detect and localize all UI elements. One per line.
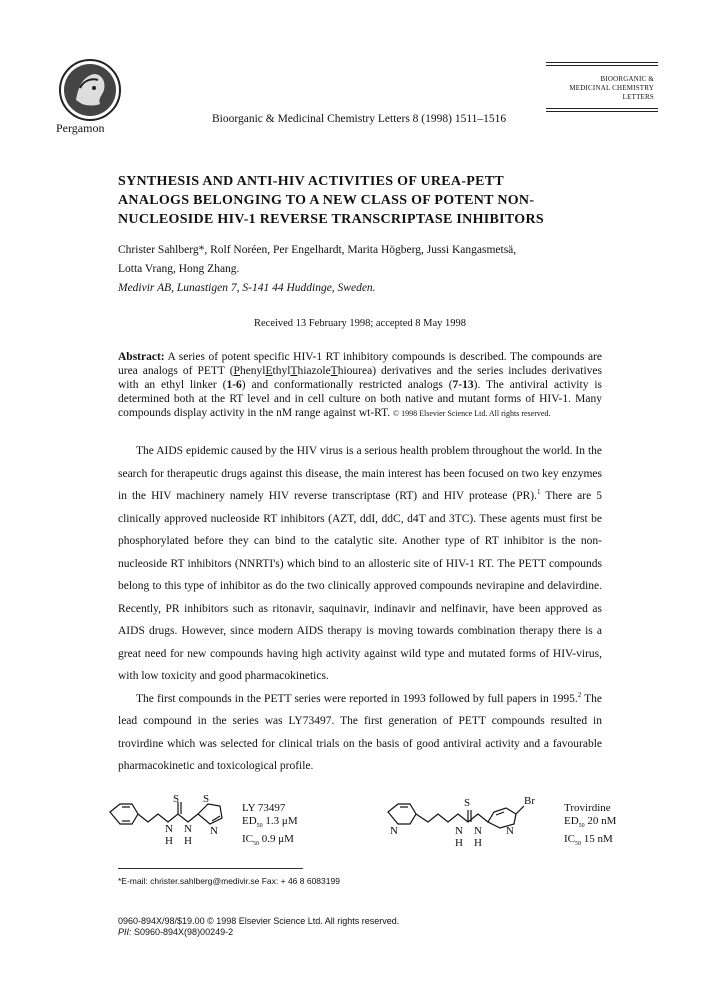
atom-label: N xyxy=(455,825,463,837)
compound-ly73497-data: LY 73497 $ED_{50}$ 1.3 μM $IC_{50}$ 0.9 μM xyxy=(242,802,298,848)
page-footer xyxy=(118,916,399,938)
pii-line: PII: S0960-894X(98)00249-2 xyxy=(118,927,234,937)
compound-name: Trovirdine xyxy=(564,802,611,814)
structures-figure xyxy=(100,790,660,850)
atom-label: H xyxy=(455,837,463,849)
atom-label: S xyxy=(203,793,210,805)
atom-label: N xyxy=(474,825,482,837)
atom-label: N xyxy=(210,825,218,837)
pergamon-logo-icon xyxy=(58,58,122,122)
atom-label: N xyxy=(390,825,398,837)
journal-name: BIOORGANIC & MEDICINAL CHEMISTRY LETTERS xyxy=(569,75,654,101)
atom-label: H xyxy=(165,835,173,847)
article-title: SYNTHESIS AND ANTI-HIV ACTIVITIES OF UREA-PETT ANALOGS BELONGING TO A NEW CLASS OF POTENT NON- NUCLEOSIDE HIV-1 REVERSE TRANSCRIPTASE INHIBITORS xyxy=(118,174,544,227)
atom-label: N xyxy=(506,825,514,837)
publisher-name: Pergamon xyxy=(56,121,105,135)
abstract: Abstract: A series of potent specific HIV-1 RT inhibitory compounds is described. The compounds are urea analogs of PETT (PhenylEthylThiazoleThiourea) derivatives and the series includes derivatives with an ethyl linker (1-6) and conformationally restricted analogs (7-13). The antiviral activity is determined both at the RT level and in cell culture on both native and mutant forms of HIV-1. Many compounds display activity in the nM range against wt-RT. © 1998 Elsevier Science Ltd. All rights reserved. xyxy=(118,351,602,419)
atom-label: H xyxy=(474,837,482,849)
paragraph: The AIDS epidemic caused by the HIV virus is a serious health problem throughout the world. In the search for therapeutic drugs against this disease, the main interest has been focused on two key enzymes in the HIV machinery namely HIV reverse transcriptase (RT) and HIV protease (PR).$^1$ There are 5 clinically approved nucleoside RT inhibitors (AZT, ddI, ddC, d4T and 3TC). These agents must first be phosphorylated before they can bind to the catalytic site. Another type of RT inhibitor is the non-nucleoside RT inhibitors (NNRTI's) which bind to an allosteric site of HIV-1 RT. The PETT compounds belong to this type of inhibitor as do the two clinically approved compounds nevirapine and delavirdine. Recently, PR inhibitors such as ritonavir, saquinavir, indinavir and nelfinavir, have been approved as AIDS drugs. However, since modern AIDS therapy is moving towards combination therapy there is a great need for new compounds having high activity against wild type and mutated forms of HIV-virus, with low toxicity and good pharmacokinetics. xyxy=(118,445,602,682)
journal-citation: Bioorganic & Medicinal Chemistry Letters 8 (1998) 1511–1516 xyxy=(212,113,507,125)
atom-label: N xyxy=(165,823,173,835)
affiliation: Medivir AB, Lunastigen 7, S-141 44 Huddinge, Sweden. xyxy=(118,282,376,294)
author-line: Lotta Vrang, Hong Zhang. xyxy=(118,263,240,275)
atom-label: N xyxy=(184,823,192,835)
paragraph: The first compounds in the PETT series were reported in 1993 followed by full papers in 1995.$^2$ The lead compound in the series was LY73497. The first generation of PETT compounds resulted in trovirdine which was selected for clinical trials on the basis of good antiviral activity and a favourable pharmacokinetic and toxicological profile. xyxy=(118,690,603,772)
reference-marker: 2 xyxy=(577,690,582,699)
abstract-copyright: © 1998 Elsevier Science Ltd. All rights reserved. xyxy=(393,409,551,418)
journal-name-box xyxy=(546,62,658,112)
footnote-divider xyxy=(118,868,303,869)
atom-label: S xyxy=(464,797,471,809)
received-dates: Received 13 February 1998; accepted 8 May 1998 xyxy=(254,318,466,329)
atom-label: Br xyxy=(524,795,535,807)
corresponding-author-footnote: *E-mail: christer.sahlberg@medivir.se Fax: + 46 8 6083199 xyxy=(118,876,340,886)
atom-label: H xyxy=(184,835,192,847)
issn-line: 0960-894X/98/$19.00 © 1998 Elsevier Science Ltd. All rights reserved. xyxy=(118,916,400,926)
compound-name: LY 73497 xyxy=(242,802,286,814)
author-line: Christer Sahlberg*, Rolf Noréen, Per Engelhardt, Marita Högberg, Jussi Kangasmetsä, xyxy=(118,244,517,256)
author-block xyxy=(118,241,638,298)
atom-label: S xyxy=(173,793,180,805)
compound-trovirdine-data: Trovirdine $ED_{50}$ 20 nM $IC_{50}$ 15 nM xyxy=(564,802,617,848)
reference-marker: 1 xyxy=(537,488,541,497)
body-text xyxy=(118,440,602,778)
abstract-label: Abstract: xyxy=(118,351,165,363)
